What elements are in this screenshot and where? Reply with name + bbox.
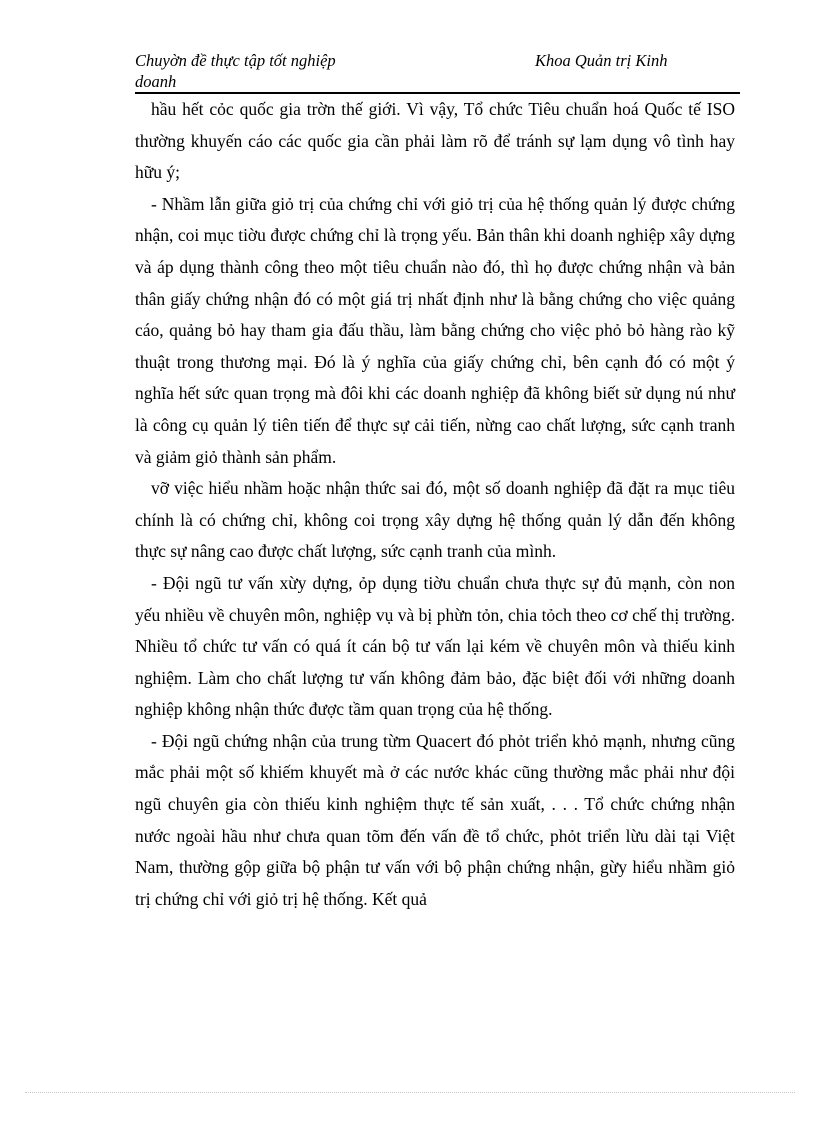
paragraph: vỡ việc hiểu nhầm hoặc nhận thức sai đó, một số doanh nghiệp đã đặt ra mục tiêu chính là có chứng chỉ, không coi trọng xây dựng hệ thống quản lý dẫn đến không thực sự nâng cao được chất lượng, sức cạnh tranh của mình. <box>135 478 735 562</box>
paragraph: - Đội ngũ chứng nhận của trung từm Quacert đó phỏt triển khỏ mạnh, nhưng cũng mắc phải một số khiếm khuyết mà ở các nước khác cũng thường mắc phải như đội ngũ chuyên gia còn thiếu kinh nghiệm thực tế sản xuất, . . . Tổ chức chứng nhận nước ngoài hầu như chưa quan tõm đến vấn đề tổ chức, phỏt triển lừu dài tại Việt Nam, thường gộp giữa bộ phận tư vấn với bộ phận chứng nhận, gừy hiểu nhầm giỏ trị chứng chỉ với giỏ trị hệ thống. Kết quả <box>135 730 735 909</box>
header-department: Khoa Quản trị Kinh <box>535 51 668 70</box>
paragraph: - Nhầm lẫn giữa giỏ trị của chứng chỉ với giỏ trị của hệ thống quản lý được chứng nhận, coi mục tiờu được chứng chỉ là trọng yếu. Bản thân khi doanh nghiệp xây dựng và áp dụng thành công theo một tiêu chuẩn nào đó, thì họ được chứng nhận và bản thân giấy chứng nhận đó có một giá trị nhất định như là bằng chứng cho việc quảng cáo, quảng bỏ hay tham gia đấu thầu, làm bằng chứng cho việc phỏ bỏ hàng rào kỹ thuật trong thương mại. Đó là ý nghĩa của giấy chứng chỉ, bên cạnh đó có một ý nghĩa hết sức quan trọng mà đôi khi các doanh nghiệp đã không biết sử dụng nú như là công cụ quản lý tiên tiến để thực sự cải tiến, nừng cao chất lượng, sức cạnh tranh và giảm giỏ thành sản phẩm. <box>135 193 735 467</box>
header-left <box>135 50 395 92</box>
paragraph: hầu hết cỏc quốc gia trờn thế giới. Vì vậy, Tổ chức Tiêu chuẩn hoá Quốc tế ISO thường khuyến cáo các quốc gia cần phải làm rõ để tránh sự lạm dụng vô tình hay hữu ý; <box>135 99 735 183</box>
header-title-line1: Chuyờn đề thực tập tốt nghiệp <box>135 51 336 70</box>
page-body <box>135 94 735 915</box>
header-title-line2: doanh <box>135 72 177 91</box>
paragraph: - Đội ngũ tư vấn xừy dựng, ỏp dụng tiờu chuẩn chưa thực sự đủ mạnh, còn non yếu nhiều về chuyên môn, nghiệp vụ và bị phừn tỏn, chia tỏch theo cơ chế thị trường. Nhiều tổ chức tư vấn có quá ít cán bộ tư vấn lại kém về chuyên môn và thiếu kinh nghiệm. Làm cho chất lượng tư vấn không đảm bảo, đặc biệt đối với những doanh nghiệp không nhận thức được tầm quan trọng của hệ thống. <box>135 572 735 720</box>
page-bottom-divider <box>25 1092 795 1093</box>
